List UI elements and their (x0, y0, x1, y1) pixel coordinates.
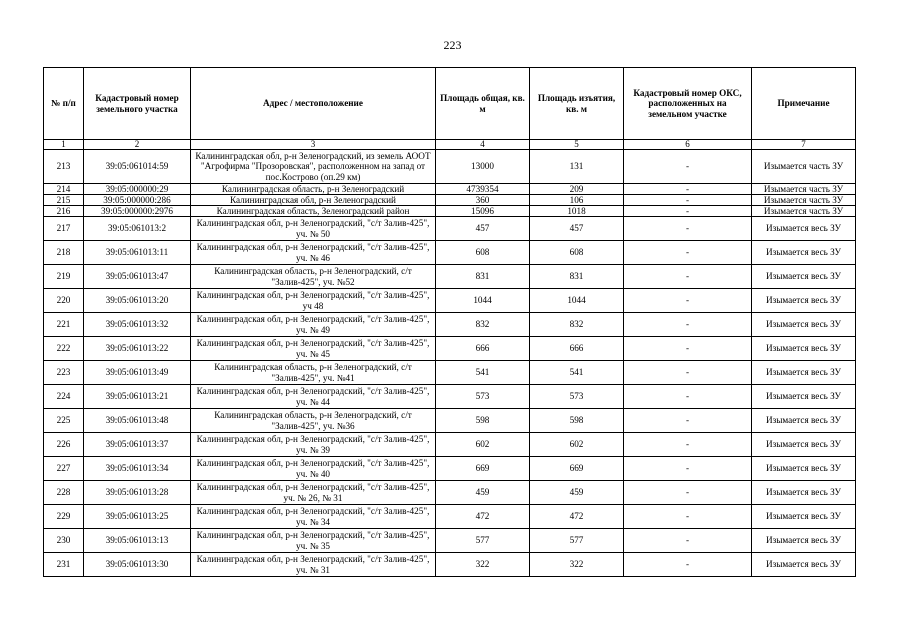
address: Калининградская обл, р-н Зеленоградский, "с/т Залив-425", уч. № 50 (191, 217, 436, 241)
note: Изымается весь ЗУ (752, 529, 856, 553)
note: Изымается весь ЗУ (752, 313, 856, 337)
address: Калининградская обл, р-н Зеленоградский, "с/т Залив-425", уч. № 40 (191, 457, 436, 481)
cadastral-number: 39:05:061013:30 (84, 553, 191, 577)
cadastral-number: 39:05:061013:11 (84, 241, 191, 265)
oks-cadastral-number: - (624, 241, 752, 265)
note: Изымается весь ЗУ (752, 409, 856, 433)
oks-cadastral-number: - (624, 265, 752, 289)
table-row (44, 195, 856, 206)
address: Калининградская обл, р-н Зеленоградский, "с/т Залив-425", уч. № 34 (191, 505, 436, 529)
address: Калининградская обл, р-н Зеленоградский, "с/т Залив-425", уч 48 (191, 289, 436, 313)
total-area: 457 (436, 217, 530, 241)
address: Калининградская область, р-н Зеленоградский, с/т "Залив-425", уч. №41 (191, 361, 436, 385)
column-number: 5 (530, 140, 624, 150)
seized-area: 831 (530, 265, 624, 289)
seized-area: 541 (530, 361, 624, 385)
note: Изымается часть ЗУ (752, 184, 856, 195)
note: Изымается весь ЗУ (752, 217, 856, 241)
total-area: 831 (436, 265, 530, 289)
note: Изымается весь ЗУ (752, 361, 856, 385)
table-row (44, 184, 856, 195)
seized-area: 106 (530, 195, 624, 206)
address: Калининградская обл, р-н Зеленоградский, "с/т Залив-425", уч. № 39 (191, 433, 436, 457)
seized-area: 669 (530, 457, 624, 481)
total-area: 322 (436, 553, 530, 577)
row-number: 228 (44, 481, 84, 505)
oks-cadastral-number: - (624, 289, 752, 313)
total-area: 472 (436, 505, 530, 529)
cadastral-number: 39:05:061013:37 (84, 433, 191, 457)
seized-area: 131 (530, 150, 624, 184)
address: Калининградская область, р-н Зеленоградский, с/т "Залив-425", уч. №52 (191, 265, 436, 289)
total-area: 1044 (436, 289, 530, 313)
total-area: 598 (436, 409, 530, 433)
column-number: 4 (436, 140, 530, 150)
note: Изымается весь ЗУ (752, 553, 856, 577)
column-number: 6 (624, 140, 752, 150)
cadastral-number: 39:05:000000:286 (84, 195, 191, 206)
row-number: 226 (44, 433, 84, 457)
column-number-row (44, 140, 856, 150)
cadastral-number: 39:05:000000:2976 (84, 206, 191, 217)
cadastral-number: 39:05:061013:49 (84, 361, 191, 385)
total-area: 541 (436, 361, 530, 385)
cadastral-number: 39:05:061013:20 (84, 289, 191, 313)
oks-cadastral-number: - (624, 195, 752, 206)
column-number: 2 (84, 140, 191, 150)
row-number: 224 (44, 385, 84, 409)
seized-area: 472 (530, 505, 624, 529)
address: Калининградская обл, р-н Зеленоградский (191, 195, 436, 206)
note: Изымается весь ЗУ (752, 481, 856, 505)
table-row (44, 361, 856, 385)
table-row (44, 409, 856, 433)
oks-cadastral-number: - (624, 361, 752, 385)
cadastral-number: 39:05:061013:2 (84, 217, 191, 241)
table-row (44, 313, 856, 337)
header-cell: Площадь общая, кв. м (436, 68, 530, 140)
header-cell: Кадастровый номер земельного участка (84, 68, 191, 140)
note: Изымается часть ЗУ (752, 206, 856, 217)
total-area: 602 (436, 433, 530, 457)
table-row (44, 529, 856, 553)
total-area: 669 (436, 457, 530, 481)
row-number: 218 (44, 241, 84, 265)
total-area: 15096 (436, 206, 530, 217)
cadastral-number: 39:05:061013:13 (84, 529, 191, 553)
address: Калининградская обл, р-н Зеленоградский, "с/т Залив-425", уч. № 26, № 31 (191, 481, 436, 505)
oks-cadastral-number: - (624, 529, 752, 553)
address: Калининградская область, р-н Зеленоградский (191, 184, 436, 195)
row-number: 213 (44, 150, 84, 184)
total-area: 13000 (436, 150, 530, 184)
row-number: 229 (44, 505, 84, 529)
oks-cadastral-number: - (624, 481, 752, 505)
oks-cadastral-number: - (624, 553, 752, 577)
table-row (44, 481, 856, 505)
seized-area: 577 (530, 529, 624, 553)
total-area: 577 (436, 529, 530, 553)
seized-area: 608 (530, 241, 624, 265)
oks-cadastral-number: - (624, 313, 752, 337)
seized-area: 209 (530, 184, 624, 195)
row-number: 231 (44, 553, 84, 577)
total-area: 608 (436, 241, 530, 265)
row-number: 215 (44, 195, 84, 206)
table-row (44, 265, 856, 289)
row-number: 216 (44, 206, 84, 217)
row-number: 214 (44, 184, 84, 195)
cadastral-number: 39:05:061013:34 (84, 457, 191, 481)
table-row (44, 553, 856, 577)
header-row (44, 68, 856, 140)
cadastral-number: 39:05:061013:48 (84, 409, 191, 433)
address: Калининградская обл, р-н Зеленоградский, "с/т Залив-425", уч. № 31 (191, 553, 436, 577)
oks-cadastral-number: - (624, 409, 752, 433)
address: Калининградская обл, р-н Зеленоградский, "с/т Залив-425", уч. № 49 (191, 313, 436, 337)
note: Изымается весь ЗУ (752, 337, 856, 361)
note: Изымается часть ЗУ (752, 195, 856, 206)
row-number: 227 (44, 457, 84, 481)
address: Калининградская область, р-н Зеленоградский, с/т "Залив-425", уч. №36 (191, 409, 436, 433)
row-number: 220 (44, 289, 84, 313)
table-row (44, 206, 856, 217)
address: Калининградская обл, р-н Зеленоградский, "с/т Залив-425", уч. № 44 (191, 385, 436, 409)
column-number: 1 (44, 140, 84, 150)
header-cell: Кадастровый номер ОКС, расположенных на земельном участке (624, 68, 752, 140)
oks-cadastral-number: - (624, 217, 752, 241)
total-area: 4739354 (436, 184, 530, 195)
header-cell: Примечание (752, 68, 856, 140)
page-number: 223 (443, 38, 462, 52)
note: Изымается весь ЗУ (752, 385, 856, 409)
column-number: 3 (191, 140, 436, 150)
note: Изымается весь ЗУ (752, 433, 856, 457)
table-row (44, 337, 856, 361)
header-cell: № п/п (44, 68, 84, 140)
total-area: 573 (436, 385, 530, 409)
oks-cadastral-number: - (624, 206, 752, 217)
address: Калининградская обл, р-н Зеленоградский, "с/т Залив-425", уч. № 45 (191, 337, 436, 361)
total-area: 666 (436, 337, 530, 361)
address: Калининградская обл, р-н Зеленоградский, "с/т Залив-425", уч. № 46 (191, 241, 436, 265)
seized-area: 457 (530, 217, 624, 241)
address: Калининградская обл, р-н Зеленоградский, из земель АООТ "Агрофирма "Прозоровская", расположенном на запад от пос.Кострово (оп.29 км) (191, 150, 436, 184)
seized-area: 1044 (530, 289, 624, 313)
seized-area: 598 (530, 409, 624, 433)
table-body (44, 150, 856, 577)
oks-cadastral-number: - (624, 505, 752, 529)
total-area: 832 (436, 313, 530, 337)
table-row (44, 385, 856, 409)
land-plot-register-table (43, 67, 856, 577)
cadastral-number: 39:05:061013:21 (84, 385, 191, 409)
note: Изымается весь ЗУ (752, 505, 856, 529)
cadastral-number: 39:05:061013:47 (84, 265, 191, 289)
row-number: 230 (44, 529, 84, 553)
oks-cadastral-number: - (624, 457, 752, 481)
cadastral-number: 39:05:061013:28 (84, 481, 191, 505)
seized-area: 832 (530, 313, 624, 337)
address: Калининградская обл, р-н Зеленоградский, "с/т Залив-425", уч. № 35 (191, 529, 436, 553)
table-row (44, 505, 856, 529)
address: Калининградская область, Зеленоградский район (191, 206, 436, 217)
table-row (44, 217, 856, 241)
note: Изымается весь ЗУ (752, 289, 856, 313)
total-area: 360 (436, 195, 530, 206)
oks-cadastral-number: - (624, 385, 752, 409)
table-row (44, 457, 856, 481)
seized-area: 666 (530, 337, 624, 361)
row-number: 219 (44, 265, 84, 289)
header-cell: Площадь изъятия, кв. м (530, 68, 624, 140)
total-area: 459 (436, 481, 530, 505)
table-row (44, 241, 856, 265)
table-row (44, 150, 856, 184)
row-number: 217 (44, 217, 84, 241)
table-row (44, 289, 856, 313)
seized-area: 573 (530, 385, 624, 409)
cadastral-number: 39:05:061013:22 (84, 337, 191, 361)
oks-cadastral-number: - (624, 150, 752, 184)
cadastral-number: 39:05:061013:25 (84, 505, 191, 529)
row-number: 222 (44, 337, 84, 361)
note: Изымается весь ЗУ (752, 457, 856, 481)
row-number: 223 (44, 361, 84, 385)
note: Изымается весь ЗУ (752, 241, 856, 265)
row-number: 221 (44, 313, 84, 337)
seized-area: 322 (530, 553, 624, 577)
cadastral-number: 39:05:000000:29 (84, 184, 191, 195)
table-row (44, 433, 856, 457)
note: Изымается весь ЗУ (752, 265, 856, 289)
row-number: 225 (44, 409, 84, 433)
column-number: 7 (752, 140, 856, 150)
cadastral-number: 39:05:061014:59 (84, 150, 191, 184)
seized-area: 459 (530, 481, 624, 505)
header-cell: Адрес / местоположение (191, 68, 436, 140)
oks-cadastral-number: - (624, 184, 752, 195)
oks-cadastral-number: - (624, 337, 752, 361)
note: Изымается часть ЗУ (752, 150, 856, 184)
seized-area: 1018 (530, 206, 624, 217)
oks-cadastral-number: - (624, 433, 752, 457)
seized-area: 602 (530, 433, 624, 457)
cadastral-number: 39:05:061013:32 (84, 313, 191, 337)
